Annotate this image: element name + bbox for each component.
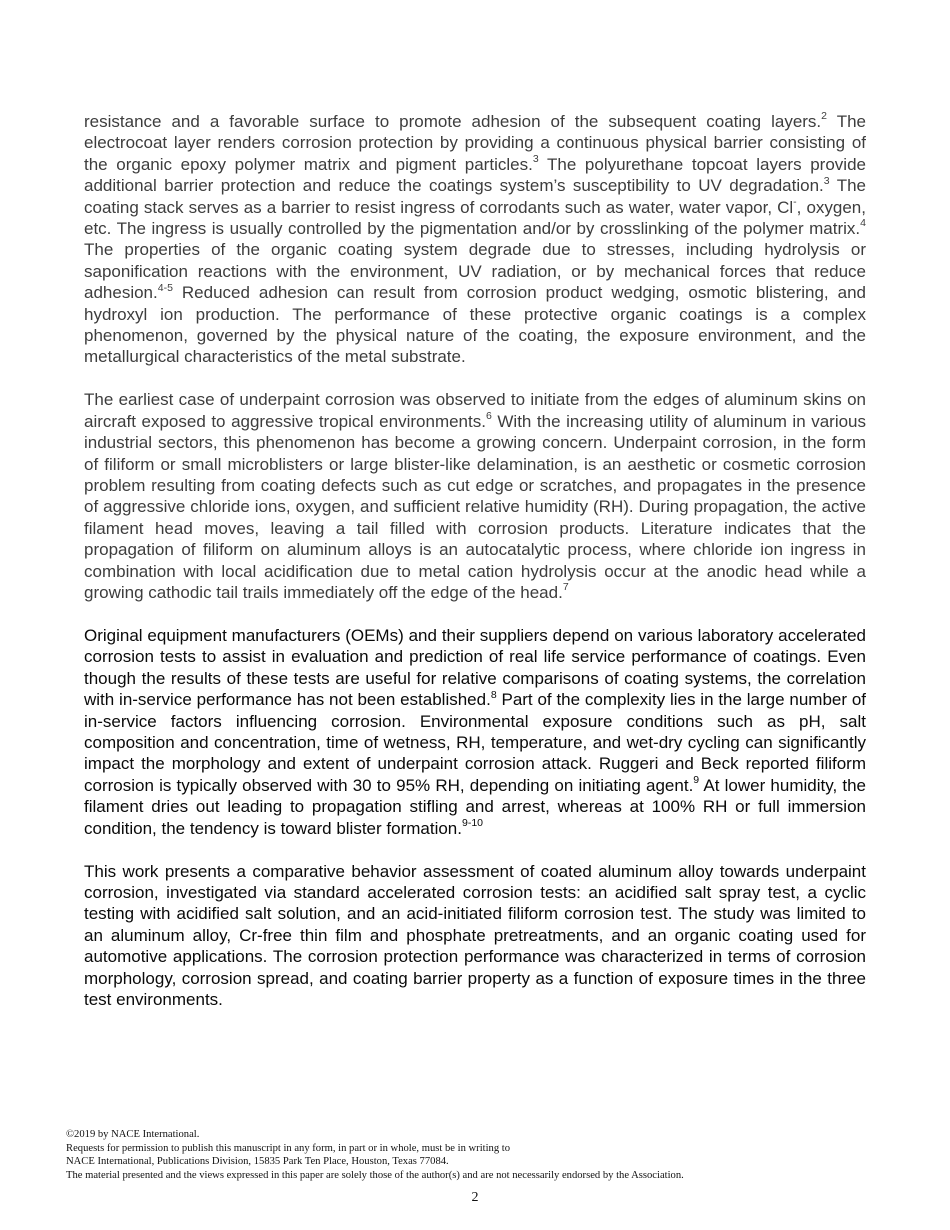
footer-address: NACE International, Publications Division, 15835 Park Ten Place, Houston, Texas 77084. <box>66 1156 449 1168</box>
body-text <box>84 111 866 1032</box>
paragraph-1 <box>84 111 866 368</box>
text-run: Original equipment manufacturers (OEMs) and their suppliers depend on various laboratory accelerated corrosion tests to assist in evaluation and prediction of real life service performance of coatings. Even though the results of these tests are useful for relative comparisons of coating systems, the correlation with in-service performance has not been established. <box>84 625 866 710</box>
text-run: With the increasing utility of aluminum in various industrial sectors, this phenomenon has become a growing concern. Underpaint corrosion, in the form of filiform or small microblisters or large blister-like delamination, is an aesthetic or cosmetic corrosion problem resulting from coating defects such as cut edge or scratches, and propagates in the presence of aggressive chloride ions, oxygen, and sufficient relative humidity (RH). During propagation, the active filament head moves, leaving a tail filled with corrosion products. Literature indicates that the propagation of filiform on aluminum alloys is an autocatalytic process, where chloride ion ingress in combination with local acidification due to metal cation hydrolysis occur at the anodic head while a growing cathodic tail trails immediately off the edge of the head. <box>84 411 866 603</box>
text-run: The electrocoat layer renders corrosion protection by providing a continuous physical barrier consisting of the organic epoxy polymer matrix and pigment particles. <box>84 112 866 174</box>
text-run: Part of the complexity lies in the large number of in-service factors influencing corrosion. Environmental exposure conditions such as pH, salt composition and concentration, time of wetness, RH, temperature, and wet-dry cycling can significantly impact the morphology and extent of underpaint corrosion attack. Ruggeri and Beck reported filiform corrosion is typically observed with 30 to 95% RH, depending on initiating agent. <box>84 690 866 795</box>
text-run: Reduced adhesion can result from corrosion product wedging, osmotic blistering, and hydroxyl ion production. The performance of these protective organic coatings is a complex phenomenon, governed by the physical nature of the coating, the exposure environment, and the metallurgical characteristics of the metal substrate. <box>84 283 866 367</box>
citation-superscript: 3 <box>823 174 830 187</box>
citation-superscript: 3 <box>532 153 539 166</box>
footer-copyright: ©2019 by NACE International. <box>66 1129 200 1140</box>
citation-superscript: 8 <box>490 688 497 701</box>
citation-superscript: 7 <box>562 581 569 594</box>
text-run: The coating stack serves as a barrier to resist ingress of corrodants such as water, water vapor, Cl <box>84 176 866 217</box>
citation-superscript: 9-10 <box>461 816 483 829</box>
citation-superscript: 9 <box>693 774 700 787</box>
text-run: At lower humidity, the filament dries out leading to propagation stifling and arrest, whereas at 100% RH or full immersion condition, the tendency is toward blister formation. <box>84 775 866 838</box>
paragraph-2 <box>84 389 866 603</box>
citation-superscript: - <box>793 195 797 208</box>
citation-superscript: 2 <box>821 110 827 123</box>
citation-superscript: 4-5 <box>157 281 173 294</box>
text-run: The earliest case of underpaint corrosion was observed to initiate from the edges of aluminum skins on aircraft exposed to aggressive tropical environments. <box>84 390 866 431</box>
text-run: This work presents a comparative behavior assessment of coated aluminum alloy towards underpaint corrosion, investigated via standard accelerated corrosion tests: an acidified salt spray test, a cyclic testing with acidified salt solution, and an acid-initiated filiform corrosion test. The study was limited to an aluminum alloy, Cr-free thin film and phosphate pretreatments, and an organic coating used for automotive applications. The corrosion protection performance was characterized in terms of corrosion morphology, corrosion spread, and coating barrier property as a function of exposure times in the three test environments. <box>84 861 866 1009</box>
citation-superscript: 4 <box>860 217 866 230</box>
citation-superscript: 6 <box>485 410 492 423</box>
text-run: The polyurethane topcoat layers provide additional barrier protection and reduce the coatings system’s susceptibility to UV degradation. <box>84 154 866 196</box>
text-run: The properties of the organic coating system degrade due to stresses, including hydrolysis or saponification reactions with the environment, UV radiation, or by mechanical forces that reduce adhesion. <box>84 240 866 303</box>
footer-permission: Requests for permission to publish this manuscript in any form, in part or in whole, must be in writing to <box>66 1142 511 1154</box>
footer-disclaimer: The material presented and the views expressed in this paper are solely those of the author(s) and are not necessarily endorsed by the Association. <box>66 1169 684 1181</box>
text-run: resistance and a favorable surface to promote adhesion of the subsequent coating layers. <box>84 112 822 131</box>
paragraph-3 <box>84 625 866 839</box>
page-number: 2 <box>471 1190 479 1205</box>
text-run: , oxygen, etc. The ingress is usually controlled by the pigmentation and/or by crosslinking of the polymer matrix. <box>84 197 866 239</box>
footer-notice <box>66 1128 886 1182</box>
paragraph-4 <box>84 861 866 1011</box>
